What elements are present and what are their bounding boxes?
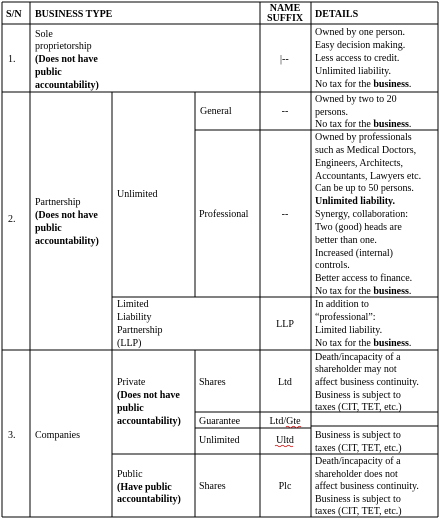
llp-suffix: LLP bbox=[276, 319, 294, 330]
sole-detail-2: Easy decision making. bbox=[315, 40, 406, 51]
public-shares-detail-4: Business is subject to bbox=[315, 494, 401, 505]
private-label: Private bbox=[117, 377, 146, 388]
llp-detail-1: In addition to bbox=[315, 299, 369, 310]
header-name-suffix-line1: NAME bbox=[269, 3, 301, 14]
private-shares-detail-5: taxes (CIT, TET, etc.) bbox=[315, 402, 402, 413]
sole-accountability-line2: public bbox=[35, 67, 62, 78]
public-accountability-line1: (Have public bbox=[117, 482, 172, 493]
sole-detail-1: Owned by one person. bbox=[315, 27, 405, 38]
sn-1: 1. bbox=[8, 54, 16, 65]
header-sn: S/N bbox=[6, 9, 22, 20]
public-shares-detail-2: shareholder does not bbox=[315, 469, 398, 480]
general-tax-line: No tax for the business. bbox=[315, 119, 412, 130]
professional-label: Professional bbox=[199, 209, 249, 220]
professional-detail-5: Can be up to 50 persons. bbox=[315, 183, 414, 194]
public-shares-detail-1: Death/incapacity of a bbox=[315, 456, 401, 467]
public-shares-detail-3: affect business continuity. bbox=[315, 481, 419, 492]
llp-label-line4: (LLP) bbox=[117, 338, 142, 349]
general-detail-2: persons. bbox=[315, 107, 349, 118]
private-accountability-line1: (Does not have bbox=[117, 390, 180, 401]
general-label: General bbox=[200, 106, 232, 117]
professional-detail-2: such as Medical Doctors, bbox=[315, 145, 417, 156]
sole-type-line1: Sole bbox=[35, 29, 53, 40]
private-unlimited-detail-1: Business is subject to bbox=[315, 430, 401, 441]
sole-type-line2: proprietorship bbox=[35, 41, 92, 52]
general-detail-1: Owned by two to 20 bbox=[315, 94, 397, 105]
llp-detail-2: “professional”: bbox=[315, 312, 376, 323]
professional-detail-9: Increased (internal) bbox=[315, 248, 394, 259]
public-label: Public bbox=[117, 469, 143, 480]
professional-detail-4: Accountants, Lawyers etc. bbox=[315, 171, 422, 182]
private-unlimited-detail-2: taxes (CIT, TET, etc.) bbox=[315, 443, 402, 454]
header-business-type: BUSINESS TYPE bbox=[35, 9, 113, 20]
sole-accountability-line1: (Does not have bbox=[35, 54, 98, 65]
private-shares-detail-4: Business is subject to bbox=[315, 390, 401, 401]
professional-tax-line: No tax for the business. bbox=[315, 286, 412, 297]
partnership-accountability-line1: (Does not have bbox=[35, 210, 98, 221]
general-suffix: -- bbox=[281, 106, 289, 117]
private-shares-detail-2: shareholder may not bbox=[315, 364, 397, 375]
private-shares-detail-3: affect business continuity. bbox=[315, 377, 419, 388]
professional-suffix: -- bbox=[281, 209, 289, 220]
private-unlimited-suffix: Ultd bbox=[276, 435, 294, 446]
professional-detail-7: Two (good) heads are bbox=[315, 222, 402, 233]
sole-tax-line: No tax for the business. bbox=[315, 79, 412, 90]
professional-detail-1: Owned by professionals bbox=[315, 132, 412, 143]
companies-type: Companies bbox=[35, 430, 80, 441]
professional-detail-3: Engineers, Architects, bbox=[315, 158, 404, 169]
guarantee-label: Guarantee bbox=[199, 416, 241, 427]
llp-tax-line: No tax for the business. bbox=[315, 338, 412, 349]
public-shares-suffix: Plc bbox=[278, 481, 292, 492]
partnership-type: Partnership bbox=[35, 197, 81, 208]
partnership-accountability-line2: public bbox=[35, 223, 62, 234]
partnership-accountability-line3: accountability) bbox=[35, 236, 99, 247]
private-shares-detail-1: Death/incapacity of a bbox=[315, 352, 401, 363]
private-accountability-line2: public bbox=[117, 403, 144, 414]
llp-label-line1: Limited bbox=[117, 299, 149, 310]
professional-detail-bold: Unlimited liability. bbox=[315, 196, 396, 207]
guarantee-suffix: Ltd/Gte bbox=[269, 416, 301, 427]
professional-detail-6: Synergy, collaboration: bbox=[315, 209, 409, 220]
professional-detail-11: Better access to finance. bbox=[315, 273, 413, 284]
sn-3: 3. bbox=[8, 430, 16, 441]
sole-detail-4: Unlimited liability. bbox=[315, 66, 392, 77]
private-shares-suffix: Ltd bbox=[278, 377, 292, 388]
public-shares-detail-5: taxes (CIT, TET, etc.) bbox=[315, 506, 402, 517]
private-shares-label: Shares bbox=[199, 377, 226, 388]
sole-accountability-line3: accountability) bbox=[35, 80, 99, 91]
row-sole-proprietorship bbox=[8, 27, 411, 91]
public-accountability-line2: accountability) bbox=[117, 494, 181, 505]
sole-detail-3: Less access to credit. bbox=[315, 53, 400, 64]
private-unlimited-label: Unlimited bbox=[199, 435, 240, 446]
private-accountability-line3: accountability) bbox=[117, 416, 181, 427]
partnership-unlimited-label: Unlimited bbox=[117, 189, 158, 200]
sole-suffix: |-- bbox=[280, 54, 289, 65]
row-companies bbox=[8, 352, 419, 517]
header-name-suffix-line2: SUFFIX bbox=[266, 13, 304, 24]
public-shares-label: Shares bbox=[199, 481, 226, 492]
professional-detail-10: controls. bbox=[315, 260, 350, 271]
row-partnership bbox=[8, 94, 421, 349]
llp-detail-3: Limited liability. bbox=[315, 325, 383, 336]
llp-label-line2: Liability bbox=[117, 312, 152, 323]
header-row bbox=[6, 3, 359, 24]
llp-label-line3: Partnership bbox=[117, 325, 163, 336]
header-details: DETAILS bbox=[315, 9, 359, 20]
sn-2: 2. bbox=[8, 214, 16, 225]
professional-detail-8: better than one. bbox=[315, 235, 377, 246]
